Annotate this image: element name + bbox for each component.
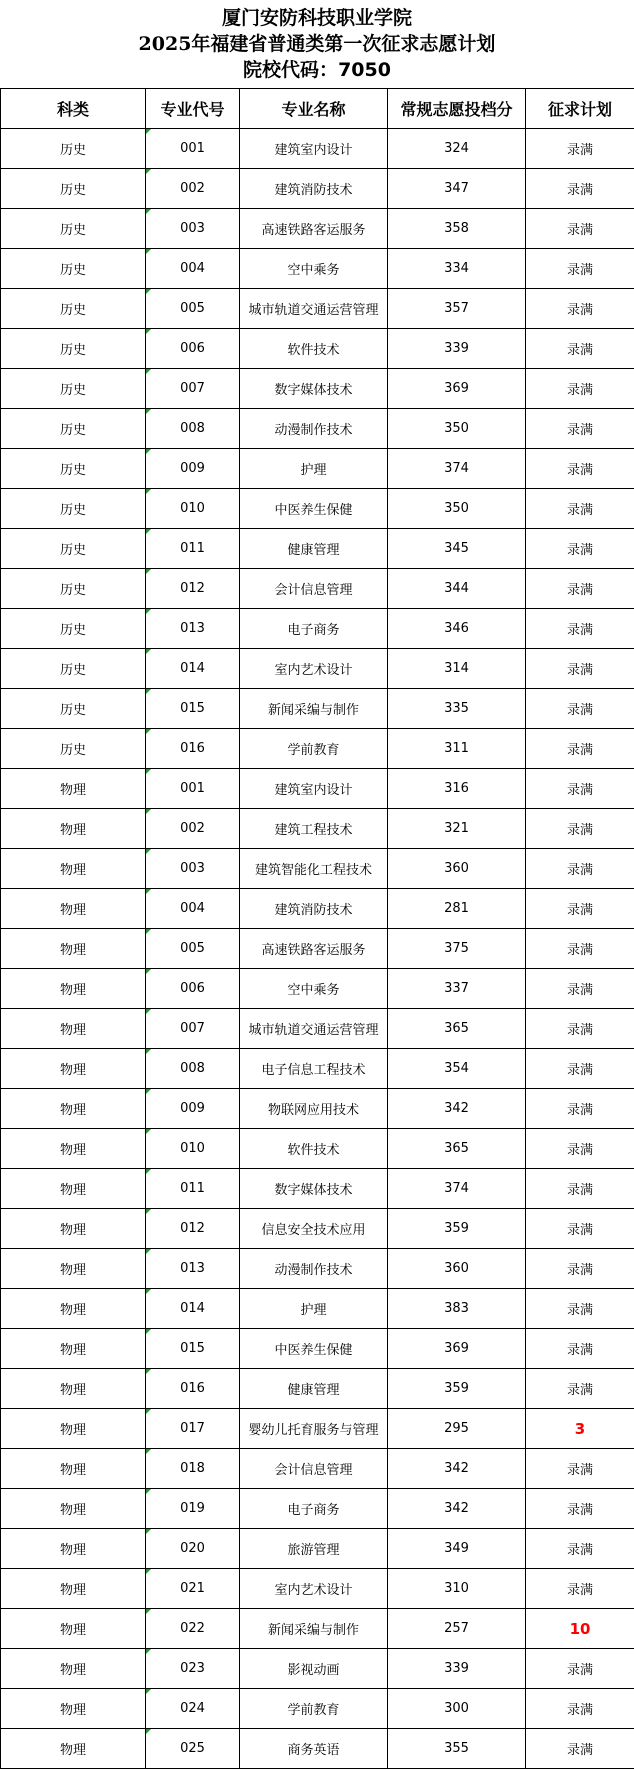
major-name-cell: 软件技术 [240,329,388,369]
major-name-cell: 建筑消防技术 [240,169,388,209]
subject-cell: 历史 [1,329,146,369]
score-cell: 342 [388,1489,526,1529]
plan-cell: 录满 [526,1489,634,1529]
table-row [1,569,634,609]
major-code-cell: 021 [146,1569,240,1609]
plan-cell: 10 [526,1609,634,1649]
major-name-cell: 动漫制作技术 [240,409,388,449]
major-code-cell: 014 [146,649,240,689]
plan-cell: 录满 [526,369,634,409]
subject-cell: 物理 [1,1249,146,1289]
plan-cell: 录满 [526,329,634,369]
column-header-major-name: 专业名称 [240,89,388,129]
major-name-cell: 数字媒体技术 [240,1169,388,1209]
score-cell: 375 [388,929,526,969]
major-code-cell: 010 [146,1129,240,1169]
major-name-cell: 护理 [240,1289,388,1329]
major-code-cell: 015 [146,689,240,729]
plan-cell: 录满 [526,929,634,969]
subject-cell: 物理 [1,929,146,969]
subject-cell: 物理 [1,1369,146,1409]
plan-cell: 录满 [526,1569,634,1609]
plan-cell: 录满 [526,769,634,809]
score-cell: 300 [388,1689,526,1729]
major-code-cell: 025 [146,1729,240,1769]
plan-title: 2025年福建省普通类第一次征求志愿计划 [138,33,496,55]
score-cell: 369 [388,1329,526,1369]
plan-cell: 录满 [526,1209,634,1249]
plan-cell: 录满 [526,849,634,889]
plan-cell: 录满 [526,1049,634,1089]
major-name-cell: 建筑智能化工程技术 [240,849,388,889]
major-name-cell: 数字媒体技术 [240,369,388,409]
major-code-cell: 023 [146,1649,240,1689]
subject-cell: 物理 [1,1049,146,1089]
major-name-cell: 空中乘务 [240,249,388,289]
table-body [1,129,634,1769]
table-row [1,1649,634,1689]
major-name-cell: 影视动画 [240,1649,388,1689]
score-cell: 347 [388,169,526,209]
table-row [1,609,634,649]
table-row [1,449,634,489]
major-code-cell: 002 [146,809,240,849]
major-name-cell: 电子商务 [240,1489,388,1529]
score-cell: 321 [388,809,526,849]
major-name-cell: 室内艺术设计 [240,649,388,689]
major-name-cell: 空中乘务 [240,969,388,1009]
major-code-cell: 006 [146,329,240,369]
subject-cell: 物理 [1,1169,146,1209]
major-code-cell: 011 [146,1169,240,1209]
subject-cell: 物理 [1,889,146,929]
major-code-cell: 008 [146,409,240,449]
major-code-cell: 003 [146,849,240,889]
score-cell: 383 [388,1289,526,1329]
column-header-score: 常规志愿投档分 [388,89,526,129]
score-cell: 342 [388,1449,526,1489]
plan-cell: 录满 [526,1249,634,1289]
subject-cell: 历史 [1,489,146,529]
column-header-major-code: 专业代号 [146,89,240,129]
table-row [1,1369,634,1409]
school-name: 厦门安防科技职业学院 [221,7,412,29]
subject-cell: 物理 [1,1289,146,1329]
table-row [1,969,634,1009]
table-row [1,729,634,769]
plan-cell: 录满 [526,569,634,609]
subject-cell: 物理 [1,1409,146,1449]
score-cell: 350 [388,409,526,449]
score-cell: 335 [388,689,526,729]
plan-cell: 录满 [526,1129,634,1169]
major-name-cell: 健康管理 [240,1369,388,1409]
subject-cell: 历史 [1,689,146,729]
score-cell: 350 [388,489,526,529]
major-code-cell: 022 [146,1609,240,1649]
major-name-cell: 物联网应用技术 [240,1089,388,1129]
plan-cell: 录满 [526,1529,634,1569]
major-name-cell: 城市轨道交通运营管理 [240,289,388,329]
score-cell: 339 [388,329,526,369]
subject-cell: 历史 [1,409,146,449]
plan-cell: 录满 [526,289,634,329]
subject-cell: 历史 [1,529,146,569]
major-code-cell: 007 [146,369,240,409]
major-name-cell: 会计信息管理 [240,1449,388,1489]
major-name-cell: 室内艺术设计 [240,1569,388,1609]
major-name-cell: 旅游管理 [240,1529,388,1569]
major-name-cell: 学前教育 [240,1689,388,1729]
major-name-cell: 中医养生保健 [240,489,388,529]
score-cell: 334 [388,249,526,289]
subject-cell: 物理 [1,1329,146,1369]
major-name-cell: 建筑工程技术 [240,809,388,849]
plan-cell: 录满 [526,449,634,489]
subject-cell: 物理 [1,1089,146,1129]
major-code-cell: 015 [146,1329,240,1369]
major-name-cell: 新闻采编与制作 [240,1609,388,1649]
plan-cell: 录满 [526,649,634,689]
table-row [1,369,634,409]
table-row [1,1729,634,1769]
plan-cell: 录满 [526,209,634,249]
plan-cell: 录满 [526,1329,634,1369]
plan-cell: 录满 [526,249,634,289]
score-cell: 257 [388,1609,526,1649]
plan-cell: 录满 [526,1449,634,1489]
table-row [1,1569,634,1609]
school-code-line [0,57,634,83]
major-name-cell: 高速铁路客运服务 [240,209,388,249]
major-name-cell: 高速铁路客运服务 [240,929,388,969]
score-cell: 354 [388,1049,526,1089]
major-code-cell: 008 [146,1049,240,1089]
plan-table [0,88,634,1769]
major-code-cell: 010 [146,489,240,529]
score-cell: 342 [388,1089,526,1129]
score-cell: 357 [388,289,526,329]
major-code-cell: 005 [146,289,240,329]
subject-cell: 物理 [1,1649,146,1689]
table-row [1,249,634,289]
major-name-cell: 商务英语 [240,1729,388,1769]
subject-cell: 物理 [1,1529,146,1569]
table-row [1,1169,634,1209]
plan-cell: 录满 [526,689,634,729]
subject-cell: 物理 [1,1569,146,1609]
major-name-cell: 会计信息管理 [240,569,388,609]
table-row [1,129,634,169]
subject-cell: 物理 [1,809,146,849]
subject-cell: 历史 [1,169,146,209]
subject-cell: 物理 [1,1129,146,1169]
table-row [1,1409,634,1449]
major-name-cell: 建筑室内设计 [240,769,388,809]
major-name-cell: 学前教育 [240,729,388,769]
major-code-cell: 004 [146,889,240,929]
document-header [0,0,634,88]
table-row [1,1289,634,1329]
table-row [1,329,634,369]
score-cell: 365 [388,1009,526,1049]
plan-cell: 录满 [526,1649,634,1689]
score-cell: 360 [388,1249,526,1289]
score-cell: 359 [388,1369,526,1409]
major-code-cell: 020 [146,1529,240,1569]
score-cell: 355 [388,1729,526,1769]
major-code-cell: 018 [146,1449,240,1489]
plan-cell: 录满 [526,1289,634,1329]
major-name-cell: 软件技术 [240,1129,388,1169]
subject-cell: 物理 [1,849,146,889]
score-cell: 311 [388,729,526,769]
score-cell: 349 [388,1529,526,1569]
table-row [1,889,634,929]
major-name-cell: 电子商务 [240,609,388,649]
subject-cell: 历史 [1,369,146,409]
major-code-cell: 001 [146,769,240,809]
table-row [1,289,634,329]
table-row [1,689,634,729]
score-cell: 369 [388,369,526,409]
score-cell: 345 [388,529,526,569]
subject-cell: 历史 [1,649,146,689]
major-code-cell: 006 [146,969,240,1009]
major-code-cell: 007 [146,1009,240,1049]
major-code-cell: 013 [146,1249,240,1289]
major-code-cell: 024 [146,1689,240,1729]
table-row [1,1049,634,1089]
major-code-cell: 012 [146,569,240,609]
score-cell: 310 [388,1569,526,1609]
score-cell: 339 [388,1649,526,1689]
subject-cell: 物理 [1,1209,146,1249]
subject-cell: 历史 [1,209,146,249]
table-row [1,1609,634,1649]
major-code-cell: 009 [146,1089,240,1129]
plan-cell: 录满 [526,529,634,569]
major-code-cell: 012 [146,1209,240,1249]
column-header-subject: 科类 [1,89,146,129]
plan-cell: 录满 [526,129,634,169]
major-name-cell: 护理 [240,449,388,489]
school-code-label: 院校代码： [243,59,339,81]
plan-cell: 录满 [526,1089,634,1129]
plan-cell: 录满 [526,489,634,529]
plan-cell: 录满 [526,1689,634,1729]
subject-cell: 历史 [1,569,146,609]
table-row [1,1489,634,1529]
table-row [1,1009,634,1049]
table-row [1,769,634,809]
score-cell: 281 [388,889,526,929]
plan-cell: 录满 [526,409,634,449]
major-code-cell: 002 [146,169,240,209]
plan-cell: 录满 [526,1729,634,1769]
subject-cell: 物理 [1,1609,146,1649]
major-code-cell: 014 [146,1289,240,1329]
major-code-cell: 013 [146,609,240,649]
major-name-cell: 城市轨道交通运营管理 [240,1009,388,1049]
plan-cell: 录满 [526,729,634,769]
table-row [1,649,634,689]
subject-cell: 物理 [1,1489,146,1529]
score-cell: 324 [388,129,526,169]
score-cell: 358 [388,209,526,249]
major-name-cell: 婴幼儿托育服务与管理 [240,1409,388,1449]
major-code-cell: 003 [146,209,240,249]
table-row [1,489,634,529]
table-header-row [1,89,634,129]
plan-cell: 录满 [526,809,634,849]
plan-cell: 录满 [526,1009,634,1049]
subject-cell: 物理 [1,1729,146,1769]
table-row [1,209,634,249]
subject-cell: 历史 [1,609,146,649]
major-name-cell: 建筑室内设计 [240,129,388,169]
table-row [1,169,634,209]
major-code-cell: 019 [146,1489,240,1529]
major-name-cell: 建筑消防技术 [240,889,388,929]
plan-cell: 录满 [526,1369,634,1409]
major-code-cell: 004 [146,249,240,289]
score-cell: 365 [388,1129,526,1169]
major-name-cell: 电子信息工程技术 [240,1049,388,1089]
subject-cell: 物理 [1,1009,146,1049]
major-code-cell: 001 [146,129,240,169]
plan-cell: 录满 [526,169,634,209]
plan-cell: 录满 [526,609,634,649]
major-code-cell: 016 [146,1369,240,1409]
score-cell: 359 [388,1209,526,1249]
major-name-cell: 健康管理 [240,529,388,569]
subject-cell: 历史 [1,129,146,169]
major-code-cell: 011 [146,529,240,569]
score-cell: 374 [388,1169,526,1209]
major-name-cell: 信息安全技术应用 [240,1209,388,1249]
major-code-cell: 016 [146,729,240,769]
plan-cell: 3 [526,1409,634,1449]
major-name-cell: 动漫制作技术 [240,1249,388,1289]
score-cell: 337 [388,969,526,1009]
table-row [1,929,634,969]
subject-cell: 历史 [1,449,146,489]
score-cell: 360 [388,849,526,889]
plan-cell: 录满 [526,969,634,1009]
table-row [1,409,634,449]
major-name-cell: 中医养生保健 [240,1329,388,1369]
score-cell: 295 [388,1409,526,1449]
table-row [1,1089,634,1129]
table-row [1,1449,634,1489]
table-row [1,1129,634,1169]
score-cell: 374 [388,449,526,489]
plan-cell: 录满 [526,1169,634,1209]
major-name-cell: 新闻采编与制作 [240,689,388,729]
table-row [1,809,634,849]
major-code-cell: 009 [146,449,240,489]
table-row [1,1329,634,1369]
subject-cell: 物理 [1,1689,146,1729]
subject-cell: 历史 [1,729,146,769]
table-row [1,1529,634,1569]
table-row [1,1209,634,1249]
score-cell: 344 [388,569,526,609]
table-row [1,849,634,889]
table-row [1,1249,634,1289]
subject-cell: 历史 [1,289,146,329]
subject-cell: 物理 [1,769,146,809]
score-cell: 316 [388,769,526,809]
subject-cell: 物理 [1,969,146,1009]
major-code-cell: 005 [146,929,240,969]
subject-cell: 物理 [1,1449,146,1489]
column-header-plan: 征求计划 [526,89,634,129]
school-code-value: 7050 [338,59,391,81]
plan-cell: 录满 [526,889,634,929]
score-cell: 346 [388,609,526,649]
subject-cell: 历史 [1,249,146,289]
score-cell: 314 [388,649,526,689]
major-code-cell: 017 [146,1409,240,1449]
table-row [1,1689,634,1729]
table-row [1,529,634,569]
